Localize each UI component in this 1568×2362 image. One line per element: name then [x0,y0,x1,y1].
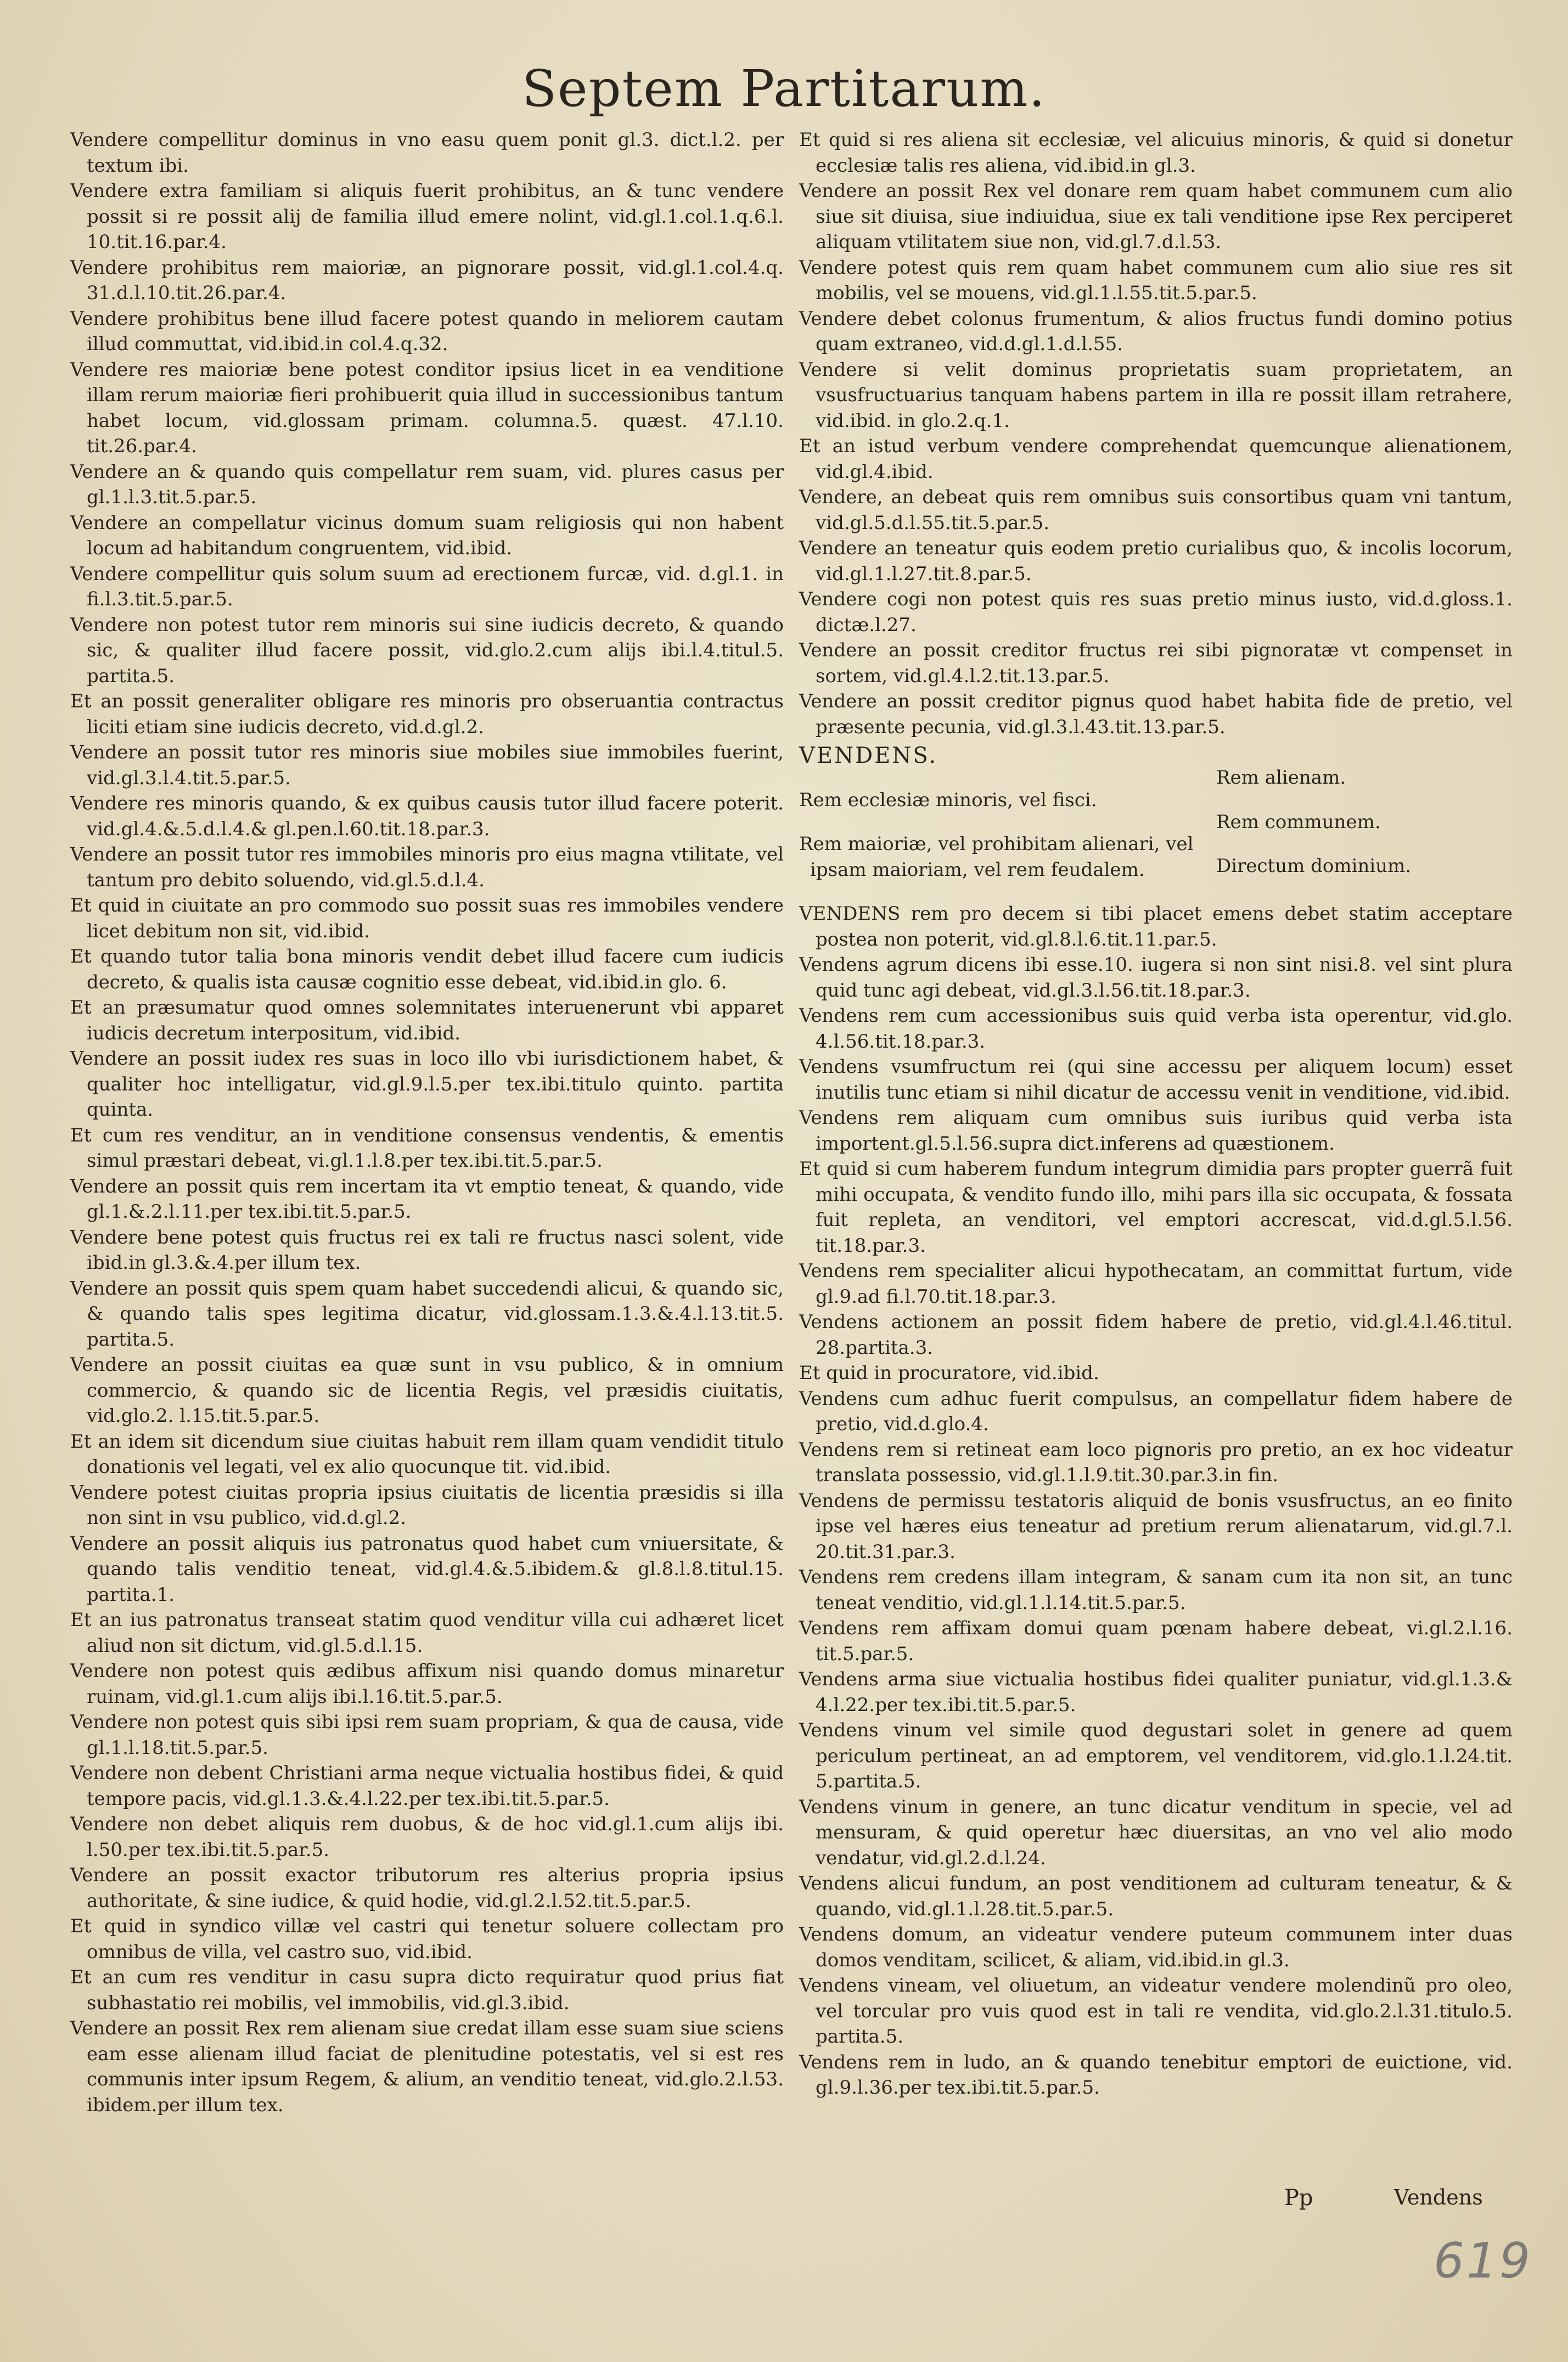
vendens-right-item: Rem communem. [1216,811,1381,833]
index-entry: Vendere an possit quis rem incertam ita vt emptio teneat, & quando, vide gl.1.&.2.l.11.per tex.ibi.tit.5.par.5. [70,1175,784,1223]
index-entry: Vendens de permissu testatoris aliquid de bonis vsusfructus, an eo finito ipse vel hæres eius teneatur ad pretium rerum alienatarum, vid.gl.7.l. 20.tit.31.par.3. [799,1489,1513,1563]
index-entry: Vendere debet colonus frumentum, & alios fructus fundi domino potius quam extraneo, vid.d.gl.1.d.l.55. [799,307,1513,355]
vendens-right-item: Directum dominium. [1216,855,1412,877]
index-entry: Vendere compellitur dominus in vno easu quem ponit gl.3. dict.l.2. per textum ibi. [70,129,784,177]
index-entry: Vendere non potest quis ædibus affixum nisi quando domus minaretur ruinam, vid.gl.1.cum alijs ibi.l.16.tit.5.par.5. [70,1660,784,1708]
index-entry: Vendere an possit creditor fructus rei sibi pignoratæ vt compenset in sortem, vid.gl.4.l.2.tit.13.par.5. [799,639,1513,687]
index-entry: Vendere potest quis rem quam habet communem cum alio siue res sit mobilis, vel se mouens, vid.gl.1.l.55.tit.5.par.5. [799,256,1513,304]
index-entry: Vendere res maioriæ bene potest conditor ipsius licet in ea venditione illam rerum maioriæ fieri prohibuerit quia illud in successionibus tantum habet locum, vid.glossam primam. columna.5. quæst. 47.l.10. tit.26.par.4. [70,358,784,457]
index-entry: Vendere an possit tutor res minoris siue mobiles siue immobiles fuerint, vid.gl.3.l.4.tit.5.par.5. [70,741,784,789]
page-title: Septem Partitarum. [522,59,1046,118]
index-entry: Vendens rem aliquam cum omnibus suis iuribus quid verba ista importent.gl.5.l.56.supra dict.inferens ad quæstionem. [799,1107,1513,1155]
index-entry: Vendere non debent Christiani arma neque victualia hostibus fidei, & quid tempore pacis, vid.gl.1.3.&.4.l.22.per tex.ibi.tit.5.par.5. [70,1762,784,1810]
index-entry: Vendens rem si retineat eam loco pignoris pro pretio, an ex hoc videatur translata possessio, vid.gl.1.l.9.tit.30.par.3.in fin. [799,1438,1513,1486]
index-entry: Et quid in ciuitate an pro commodo suo possit suas res immobiles vendere licet debitum non sit, vid.ibid. [70,895,784,942]
index-entry: Vendere an possit Rex rem alienam siue credat illam esse suam siue sciens eam esse alienam illud faciat de plenitudine potestatis, vel si est res communis inter ipsum Regem, & alium, an venditio teneat, vid.glo.2.l.53. ibidem.per illum tex. [70,2017,784,2116]
index-entry: Vendere, an debeat quis rem omnibus suis consortibus quam vni tantum, vid.gl.5.d.l.55.tit.5.par.5. [799,486,1513,534]
index-entry: Et cum res venditur, an in venditione consensus vendentis, & ementis simul præstari debeat, vi.gl.1.l.8.per tex.ibi.tit.5.par.5. [70,1124,784,1172]
index-entry: Et quid in procuratore, vid.ibid. [799,1362,1099,1384]
index-entry: VENDENS rem pro decem si tibi placet emens debet statim acceptare postea non poterit, vid.gl.8.l.6.tit.11.par.5. [799,903,1513,951]
index-entry: Vendere prohibitus bene illud facere potest quando in meliorem cautam illud commuttat, vid.ibid.in col.4.q.32. [70,307,784,355]
index-entry: Vendere non debet aliquis rem duobus, & de hoc vid.gl.1.cum alijs ibi. l.50.per tex.ibi.tit.5.par.5. [70,1813,784,1861]
index-entry: Vendens rem specialiter alicui hypothecatam, an committat furtum, vide gl.9.ad fi.l.70.tit.18.par.3. [799,1260,1513,1308]
index-entry: Vendens alicui fundum, an post venditionem ad culturam teneatur, & & quando, vid.gl.1.l.28.tit.5.par.5. [799,1872,1513,1920]
signature-mark: Pp [1284,2185,1313,2211]
index-entry: Vendere an possit ciuitas ea quæ sunt in vsu publico, & in omnium commercio, & quando sic de licentia Regis, vel præsidis ciuitatis, vid.glo.2. l.15.tit.5.par.5. [70,1354,784,1427]
index-entry: Et an ius patronatus transeat statim quod venditur villa cui adhæret licet aliud non sit dictum, vid.gl.5.d.l.15. [70,1609,784,1657]
index-entry: Et quid si cum haberem fundum integrum dimidia pars propter guerrã fuit mihi occupata, & vendito fundo illo, mihi pars illa sic occupata, & fossata fuit repleta, an venditori, vel emptori accrescat, vid.d.gl.5.l.56. tit.18.par.3. [799,1158,1513,1257]
index-entry: Vendere res minoris quando, & ex quibus causis tutor illud facere poterit. vid.gl.4.&.5.d.l.4.& gl.pen.l.60.tit.18.par.3. [70,792,784,840]
right-column-top [799,127,1513,740]
index-entry: Vendens rem in ludo, an & quando tenebitur emptori de euictione, vid. gl.9.l.36.per tex.ibi.tit.5.par.5. [799,2051,1513,2099]
index-entry: Vendens rem credens illam integram, & sanam cum ita non sit, an tunc teneat venditio, vid.gl.1.l.14.tit.5.par.5. [799,1566,1513,1614]
index-entry: Vendere non potest tutor rem minoris sui sine iudicis decreto, & quando sic, & qualiter illud facere possit, vid.glo.2.cum alijs ibi.l.4.titul.5. partita.5. [70,614,784,687]
index-entry: Et an idem sit dicendum siue ciuitas habuit rem illam quam vendidit titulo donationis vel legati, vel ex alio quocunque tit. vid.ibid. [70,1430,784,1478]
index-entry: Vendere an possit Rex vel donare rem quam habet communem cum alio siue sit diuisa, siue indiuidua, siue ex tali venditione ipse Rex perciperet aliquam vtilitatem siue non, vid.gl.7.d.l.53. [799,180,1513,253]
index-entry: Vendere an possit iudex res suas in loco illo vbi iurisdictionem habet, & qualiter hoc intelligatur, vid.gl.9.l.5.per tex.ibi.titulo quinto. partita quinta. [70,1048,784,1121]
index-entry: Vendere cogi non potest quis res suas pretio minus iusto, vid.d.gloss.1. dictæ.l.27. [799,588,1513,636]
index-entry: Vendens rem affixam domui quam pœnam habere debeat, vi.gl.2.l.16. tit.5.par.5. [799,1617,1513,1665]
index-entry: Vendens cum adhuc fuerit compulsus, an compellatur fidem habere de pretio, vid.d.glo.4. [799,1387,1513,1435]
vendens-left-item: Rem maioriæ, vel prohibitam alienari, vel ipsam maioriam, vel rem feudalem. [799,833,1194,881]
index-entry: Et quid si res aliena sit ecclesiæ, vel alicuius minoris, & quid si donetur ecclesiæ talis res aliena, vid.ibid.in gl.3. [799,129,1513,177]
index-entry: Vendere an possit quis spem quam habet succedendi alicui, & quando sic, & quando talis spes legitima dicatur, vid.glossam.1.3.&.4.l.13.tit.5. partita.5. [70,1277,784,1351]
index-entry: Vendere an possit creditor pignus quod habet habita fide de pretio, vel præsente pecunia, vid.gl.3.l.43.tit.13.par.5. [799,690,1513,738]
index-entry: Vendere extra familiam si aliquis fuerit prohibitus, an & tunc vendere possit si re possit alij de familia illud emere nolint, vid.gl.1.col.1.q.6.l. 10.tit.16.par.4. [70,180,784,253]
index-entry: Vendens vinum in genere, an tunc dicatur venditum in specie, vel ad mensuram, & quid operetur hæc diuersitas, an vno vel alio modo vendatur, vid.gl.2.d.l.24. [799,1796,1513,1869]
index-entry: Et quando tutor talia bona minoris vendit debet illud facere cum iudicis decreto, & qualis ista causæ cognitio esse debeat, vid.ibid.in glo. 6. [70,946,784,993]
index-entry: Et an istud verbum vendere comprehendat quemcunque alienationem, vid.gl.4.ibid. [799,435,1513,483]
vendens-right-item: Rem alienam. [1216,767,1346,789]
index-entry: Vendens vineam, vel oliuetum, an videatur vendere molendinũ pro oleo, vel torcular pro vuis quod est in tali re vendita, vid.glo.2.l.31.titulo.5. partita.5. [799,1975,1513,2048]
index-entry: Vendens vsumfructum rei (qui sine accessu per aliquem locum) esset inutilis tunc etiam si nihil dicatur de accessu venit in venditione, vid.ibid. [799,1056,1513,1104]
right-column-bottom [799,901,1513,2101]
vendens-section [799,743,1513,901]
index-entry: Vendere an possit tutor res immobiles minoris pro eius magna vtilitate, vel tantum pro debito soluendo, vid.gl.5.d.l.4. [70,843,784,891]
left-column [70,127,784,2118]
right-column [799,127,1513,2101]
index-entry: Et an possit generaliter obligare res minoris pro obseruantia contractus liciti etiam sine iudicis decreto, vid.d.gl.2. [70,690,784,738]
index-entry: Vendens arma siue victualia hostibus fidei qualiter puniatur, vid.gl.1.3.& 4.l.22.per tex.ibi.tit.5.par.5. [799,1668,1513,1716]
vendens-heading: VENDENS. [799,743,938,768]
index-entry: Vendens domum, an videatur vendere puteum communem inter duas domos venditam, scilicet, & aliam, vid.ibid.in gl.3. [799,1924,1513,1971]
vendens-left-items [799,788,1200,883]
index-entry: Vendere potest ciuitas propria ipsius ciuitatis de licentia præsidis si illa non sint in vsu publico, vid.d.gl.2. [70,1481,784,1529]
index-entry: Vendens agrum dicens ibi esse.10. iugera si non sint nisi.8. vel sint plura quid tunc agi debeat, vid.gl.3.l.56.tit.18.par.3. [799,954,1513,1002]
vendens-section-left [799,743,1200,901]
index-entry: Vendens actionem an possit fidem habere de pretio, vid.gl.4.l.46.titul. 28.partita.3. [799,1311,1513,1359]
index-entry: Vendere an possit aliquis ius patronatus quod habet cum vniuersitate, & quando talis venditio teneat, vid.gl.4.&.5.ibidem.& gl.8.l.8.titul.15. partita.1. [70,1532,784,1606]
vendens-right-items [1216,743,1502,901]
index-entry: Et an præsumatur quod omnes solemnitates interuenerunt vbi apparet iudicis decretum interpositum, vid.ibid. [70,997,784,1044]
index-entry: Vendens vinum vel simile quod degustari solet in genere ad quem periculum pertineat, an ad emptorem, vel venditorem, vid.glo.1.l.24.tit. 5.partita.5. [799,1719,1513,1792]
index-entry: Vendere an teneatur quis eodem pretio curialibus quo, & incolis locorum, vid.gl.1.l.27.tit.8.par.5. [799,537,1513,585]
index-entry: Vendere an possit exactor tributorum res alterius propria ipsius authoritate, & sine iudice, & quid hodie, vid.gl.2.l.52.tit.5.par.5. [70,1864,784,1912]
folio-number: 619 [1434,2232,1532,2289]
index-entry: Vendere non potest quis sibi ipsi rem suam propriam, & qua de causa, vide gl.1.l.18.tit.5.par.5. [70,1711,784,1759]
index-entry: Et quid in syndico villæ vel castri qui tenetur soluere collectam pro omnibus de villa, vel castro suo, vid.ibid. [70,1915,784,1963]
index-entry: Vendens rem cum accessionibus suis quid verba ista operentur, vid.glo. 4.l.56.tit.18.par.3. [799,1005,1513,1053]
catchword: Vendens [1394,2185,1483,2209]
index-entry: Vendere compellitur quis solum suum ad erectionem furcæ, vid. d.gl.1. in fi.l.3.tit.5.par.5. [70,563,784,610]
index-entry: Vendere an compellatur vicinus domum suam religiosis qui non habent locum ad habitandum congruentem, vid.ibid. [70,511,784,559]
index-entry: Vendere bene potest quis fructus rei ex tali re fructus nasci solent, vide ibid.in gl.3.&.4.per illum tex. [70,1226,784,1274]
index-entry: Vendere an & quando quis compellatur rem suam, vid. plures casus per gl.1.l.3.tit.5.par.5. [70,460,784,508]
index-entry: Vendere si velit dominus proprietatis suam proprietatem, an vsusfructuarius tanquam habens partem in illa re possit illam retrahere, vid.ibid. in glo.2.q.1. [799,358,1513,432]
index-entry: Vendere prohibitus rem maioriæ, an pignorare possit, vid.gl.1.col.4.q. 31.d.l.10.tit.26.par.4. [70,256,784,304]
vendens-left-item: Rem ecclesiæ minoris, vel fisci. [799,789,1097,811]
index-entry: Et an cum res venditur in casu supra dicto requiratur quod prius fiat subhastatio rei mobilis, vel immobilis, vid.gl.3.ibid. [70,1966,784,2014]
